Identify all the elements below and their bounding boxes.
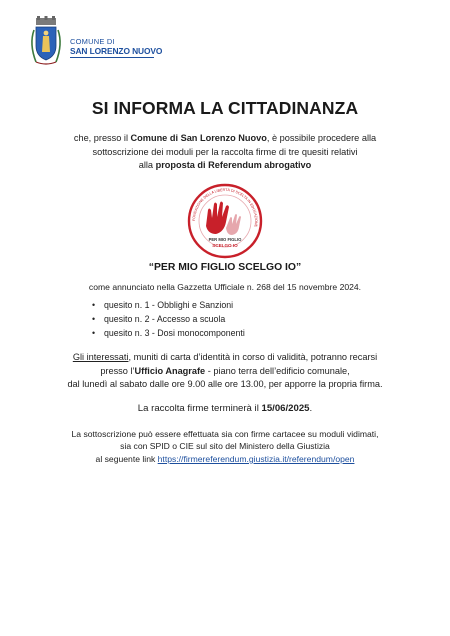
deadline-end: . <box>309 403 313 414</box>
quesito-text: quesito n. 1 - Obblighi e Sanzioni <box>104 300 234 310</box>
intro-text: che, presso il <box>73 133 131 143</box>
comune-bold: Comune di San Lorenzo Nuovo <box>130 133 267 143</box>
intro-paragraph <box>0 132 450 173</box>
footer-paragraph <box>0 428 450 465</box>
interested-text: presso l’ <box>100 365 135 376</box>
quesiti-list <box>92 298 245 340</box>
footer-text: al seguente link <box>95 453 158 464</box>
intro-line-2: sottoscrizione dei moduli per la raccolta firme di tre quesiti relativi <box>92 146 358 157</box>
logo-ring-text: FONDAZIONE DELLA LIBERTÀ DI SCELTA IN EDUCAZIONE <box>191 187 259 228</box>
list-item <box>92 312 245 326</box>
deadline-text: La raccolta firme terminerà il <box>137 403 262 414</box>
quesito-text: quesito n. 2 - Accesso a scuola <box>104 314 226 324</box>
referendum-link[interactable]: https://firmereferendum.giustizia.it/referendum/open <box>157 453 355 464</box>
bullet-icon: • <box>92 314 96 324</box>
referendum-bold: proposta di Referendum abrogativo <box>155 160 312 170</box>
logo-caption-2: SCELGO IO <box>212 243 238 248</box>
campaign-title: “PER MIO FIGLIO SCELGO IO” <box>148 262 302 273</box>
deadline-line <box>0 402 450 416</box>
interested-text: , muniti di carta d’identità in corso di validità, potranno recarsi <box>128 352 378 362</box>
campaign-logo <box>186 182 264 260</box>
interested-line-3: dal lunedì al sabato dalle ore 9.00 alle ore 13.00, per apporre la propria firma. <box>67 379 383 389</box>
footer-line-2: sia con SPID o CIE sul sito del Ministero della Giustizia <box>120 441 330 452</box>
interested-line-2 <box>0 365 450 379</box>
intro-line-3 <box>0 159 450 173</box>
interested-line-1 <box>0 351 450 365</box>
intro-text: , è possibile procedere alla <box>266 133 377 143</box>
bullet-icon: • <box>92 300 96 310</box>
interested-underlined: Gli interessati <box>72 352 129 362</box>
page-title: SI INFORMA LA CITTADINANZA <box>91 98 359 118</box>
deadline-date: 15/06/2025 <box>261 403 310 414</box>
office-bold: Ufficio Anagrafe <box>134 365 206 376</box>
municipality-name: SAN LORENZO NUOVO <box>70 46 163 56</box>
municipality-underline <box>70 57 154 58</box>
interested-paragraph <box>0 351 450 392</box>
intro-text: alla <box>138 160 156 170</box>
list-item <box>92 326 245 340</box>
footer-line-1: La sottoscrizione può essere effettuata sia con firme cartacee su moduli vidimati, <box>71 429 379 439</box>
quesito-text: quesito n. 3 - Dosi monocomponenti <box>104 328 245 338</box>
logo-caption-1: PER MIO FIGLIO <box>208 237 242 242</box>
footer-line-3 <box>0 453 450 465</box>
list-item <box>92 298 245 312</box>
bullet-icon: • <box>92 328 96 338</box>
gazette-note: come annunciato nella Gazzetta Ufficiale n. 268 del 15 novembre 2024. <box>88 282 362 292</box>
interested-text: - piano terra dell’edificio comunale, <box>205 365 350 376</box>
municipality-crest-icon <box>28 16 64 68</box>
intro-line-1 <box>0 132 450 146</box>
municipality-label: COMUNE DI <box>70 37 115 46</box>
